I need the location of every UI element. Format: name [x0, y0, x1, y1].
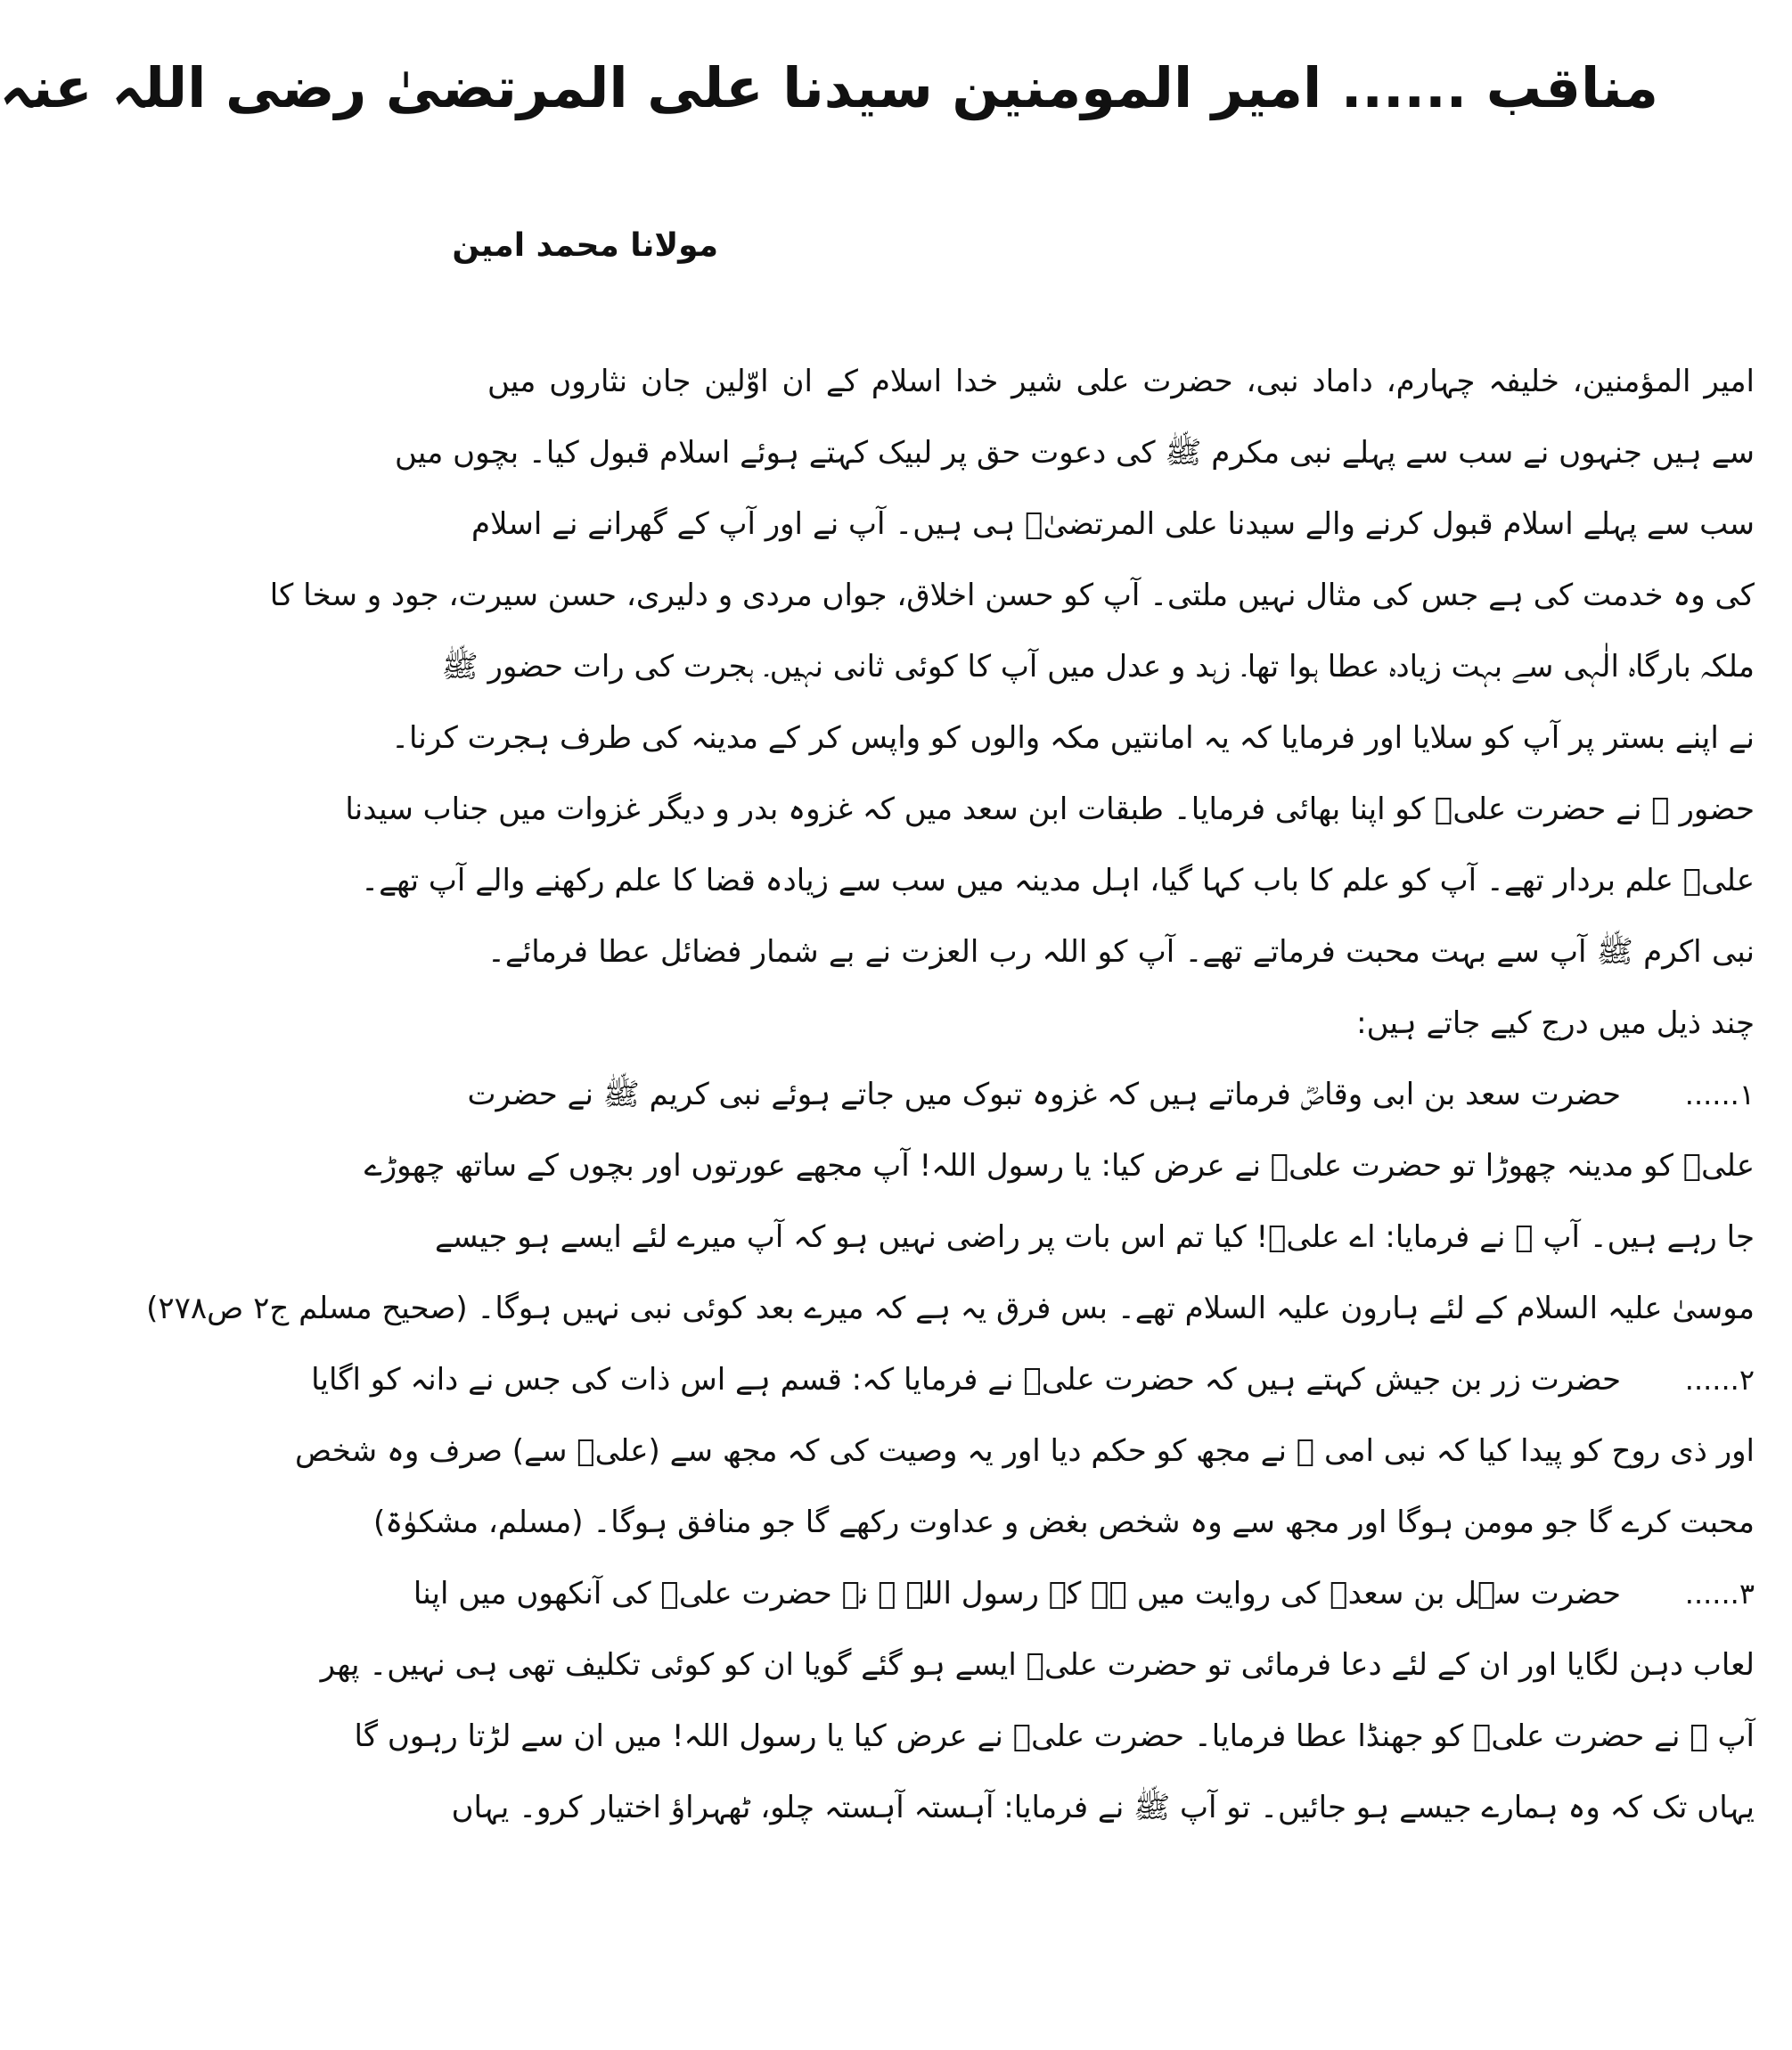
page-title: مناقب ...... امیر المومنین سیدنا علی المرتضیٰ رضی اللہ عنہ	[0, 55, 1658, 120]
text-line: اور ذی روح کو پیدا کیا کہ نبی امی ﷺ نے مجھ کو حکم دیا اور یہ وصیت کی کہ مجھ سے (علیؓ سے) صرف وہ شخص	[295, 1433, 1755, 1469]
text-line: ملکہ بارگاہ الٰہی سے بہت زیادہ عطا ہوا تھا۔ زہد و عدل میں آپ کا کوئی ثانی نہیں۔ ہجرت کی رات حضور ﷺ	[441, 649, 1755, 685]
text-line: نبی اکرم ﷺ آپ سے بہت محبت فرماتے تھے۔ آپ کو اللہ رب العزت نے بے شمار فضائل عطا فرمائے۔	[487, 934, 1755, 970]
text-line-content: حضرت سعد بن ابی وقاصؓ فرماتے ہیں کہ غزوہ تبوک میں جاتے ہوئے نبی کریم ﷺ نے حضرت	[467, 1077, 1621, 1112]
text-line: چند ذیل میں درج کیے جاتے ہیں:	[1356, 1005, 1755, 1041]
text-line: سے ہیں جنہوں نے سب سے پہلے نبی مکرم ﷺ کی دعوت حق پر لبیک کہتے ہوئے اسلام قبول کیا۔ بچوں میں	[395, 435, 1755, 471]
text-line: سب سے پہلے اسلام قبول کرنے والے سیدنا علی المرتضیٰؓ ہی ہیں۔ آپ نے اور آپ کے گھرانے نے اسلام	[471, 506, 1755, 542]
item-number: ۳......	[1684, 1577, 1755, 1611]
text-line: علیؓ علم بردار تھے۔ آپ کو علم کا باب کہا گیا، اہل مدینہ میں سب سے زیادہ قضا کا علم رکھنے والے آپ تھے۔	[361, 863, 1755, 898]
text-line: یہاں تک کہ وہ ہمارے جیسے ہو جائیں۔ تو آپ ﷺ نے فرمایا: آہستہ آہستہ چلو، ٹھہراؤ اختیار کرو۔ یہاں	[451, 1790, 1755, 1825]
item-number: ۱......	[1684, 1078, 1755, 1111]
item-number: ۲......	[1684, 1363, 1755, 1397]
text-line	[467, 1059, 1755, 1130]
text-line: جا رہے ہیں۔ آپ ﷺ نے فرمایا: اے علیؓ! کیا تم اس بات پر راضی نہیں ہو کہ آپ میرے لئے ایسے ہو جیسے	[434, 1219, 1755, 1255]
text-line: نے اپنے بستر پر آپ کو سلایا اور فرمایا کہ یہ امانتیں مکہ والوں کو واپس کر کے مدینہ کی طرف ہجرت کرنا۔	[391, 720, 1755, 756]
author-name: مولانا محمد امین	[452, 227, 718, 264]
text-line: موسیٰ علیہ السلام کے لئے ہارون علیہ السلام تھے۔ بس فرق یہ ہے کہ میرے بعد کوئی نبی نہیں ہوگا۔ (صحیح مسلم ج۲ ص۲۷۸)	[146, 1291, 1755, 1326]
text-line: امیر المؤمنین، خلیفہ چہارم، داماد نبی، حضرت علی شیر خدا اسلام کے ان اوّلین جان نثاروں میں	[487, 364, 1755, 399]
text-line: کی وہ خدمت کی ہے جس کی مثال نہیں ملتی۔ آپ کو حسن اخلاق، جواں مردی و دلیری، حسن سیرت، جود و سخا کا	[269, 578, 1755, 613]
text-line: حضور ﷺ نے حضرت علیؓ کو اپنا بھائی فرمایا۔ طبقات ابن سعد میں کہ غزوہ بدر و دیگر غزوات میں جناب سیدنا	[345, 791, 1755, 827]
text-line	[311, 1344, 1755, 1415]
text-line: علیؓ کو مدینہ چھوڑا تو حضرت علیؓ نے عرض کیا: یا رسول اللہ! آپ مجھے عورتوں اور بچوں کے ساتھ چھوڑے	[364, 1148, 1755, 1184]
text-line: آپ ﷺ نے حضرت علیؓ کو جھنڈا عطا فرمایا۔ حضرت علیؓ نے عرض کیا یا رسول اللہ! میں ان سے لڑتا رہوں گا	[354, 1718, 1755, 1754]
text-line: محبت کرے گا جو مومن ہوگا اور مجھ سے وہ شخص بغض و عداوت رکھے گا جو منافق ہوگا۔ (مسلم، مشکوٰۃ)	[372, 1505, 1755, 1540]
text-line: لعاب دہن لگایا اور ان کے لئے دعا فرمائی تو حضرت علیؓ ایسے ہو گئے گویا ان کو کوئی تکلیف تھی ہی نہیں۔ پھر	[320, 1647, 1755, 1683]
text-line	[413, 1558, 1755, 1629]
article-body	[146, 346, 1755, 1843]
text-line-content: حضرت زر بن جیش کہتے ہیں کہ حضرت علیؓ نے فرمایا کہ: قسم ہے اس ذات کی جس نے دانہ کو اگایا	[311, 1362, 1621, 1398]
text-line-content: حضرت سہل بن سعدؓ کی روایت میں ہے کہ رسول اللہ ﷺ نے حضرت علیؓ کی آنکھوں میں اپنا	[413, 1576, 1621, 1611]
